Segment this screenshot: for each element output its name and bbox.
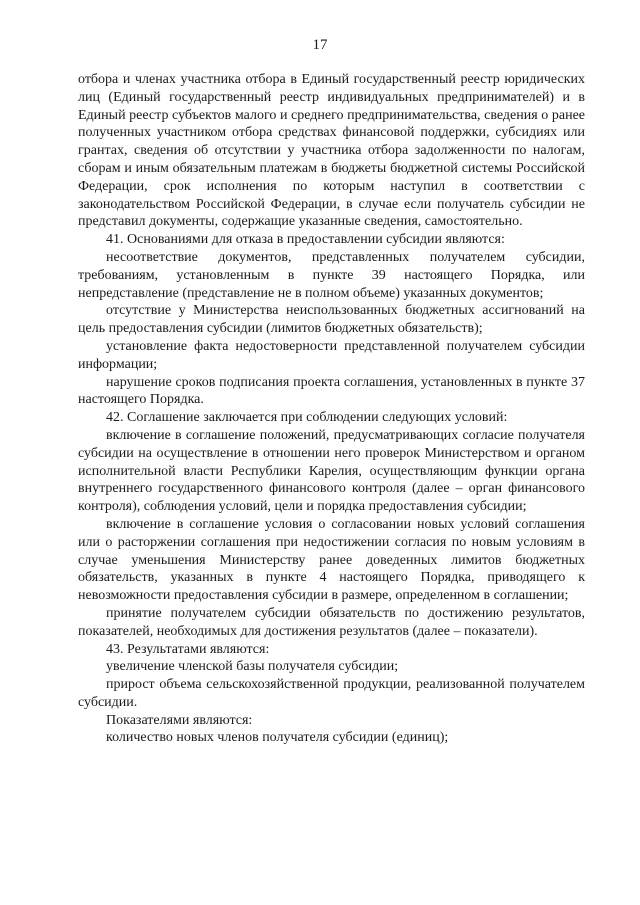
paragraph: 41. Основаниями для отказа в предоставлении субсидии являются: [106, 232, 505, 248]
paragraph: принятие получателем субсидии обязательств по достижению результатов, показателей, необходимых для достижения результатов (далее – показатели). [78, 605, 585, 639]
paragraph: нарушение сроков подписания проекта соглашения, установленных в пункте 37 настоящего Порядка. [78, 374, 585, 408]
paragraph: установление факта недостоверности представленной получателем субсидии информации; [78, 338, 585, 372]
paragraph: увеличение членской базы получателя субсидии; [106, 659, 399, 675]
paragraph: 43. Результатами являются: [106, 641, 270, 657]
paragraph: включение в соглашение положений, предусматривающих согласие получателя субсидии на осуществление в отношении него проверок Министерством и органом исполнительной власти Республики Карелия, осуществляющим функции органа внутреннего государственного финансового контроля (далее – орган финансового контроля), соблюдения условий, цели и порядка предоставления субсидии; [78, 427, 585, 515]
paragraph: Показателями являются: [106, 712, 253, 728]
paragraph: прирост объема сельскохозяйственной продукции, реализованной получателем субсидии. [78, 677, 585, 710]
document-body [78, 71, 585, 747]
paragraph: несоответствие документов, представленных получателем субсидии, требованиям, установленным в пункте 39 настоящего Порядка, или непредставление (представление не в полном объеме) указанных документов; [78, 249, 585, 301]
paragraph: количество новых членов получателя субсидии (единиц); [106, 730, 449, 746]
paragraph: отбора и членах участника отбора в Единый государственный реестр юридических лиц (Единый государственный реестр индивидуальных предпринимателей) и в Единый реестр субъектов малого и среднего предпринимательства, сведения о ранее полученных участником отбора средствах финансовой поддержки, субсидиях или грантах, сведения об отсутствии у участника отбора задолженности по налогам, сборам и иным обязательным платежам в бюджеты бюджетной системы Российской Федерации, срок исполнения по которым наступил в соответствии с законодательством Российской Федерации, в случае если получатель субсидии не представил документы, содержащие указанные сведения, самостоятельно. [78, 72, 585, 230]
paragraph: отсутствие у Министерства неиспользованных бюджетных ассигнований на цель предоставления субсидии (лимитов бюджетных обязательств); [78, 303, 585, 337]
page-number: 17 [312, 37, 328, 53]
paragraph: 42. Соглашение заключается при соблюдении следующих условий: [106, 410, 508, 426]
paragraph: включение в соглашение условия о согласовании новых условий соглашения или о расторжении соглашения при недостижении согласия по новым условиям в случае уменьшения Министерству ранее доведенных лимитов бюджетных обязательств, указанных в пункте 4 настоящего Порядка, приводящего к невозможности предоставления субсидии в размере, определенном в соглашении; [78, 516, 585, 604]
